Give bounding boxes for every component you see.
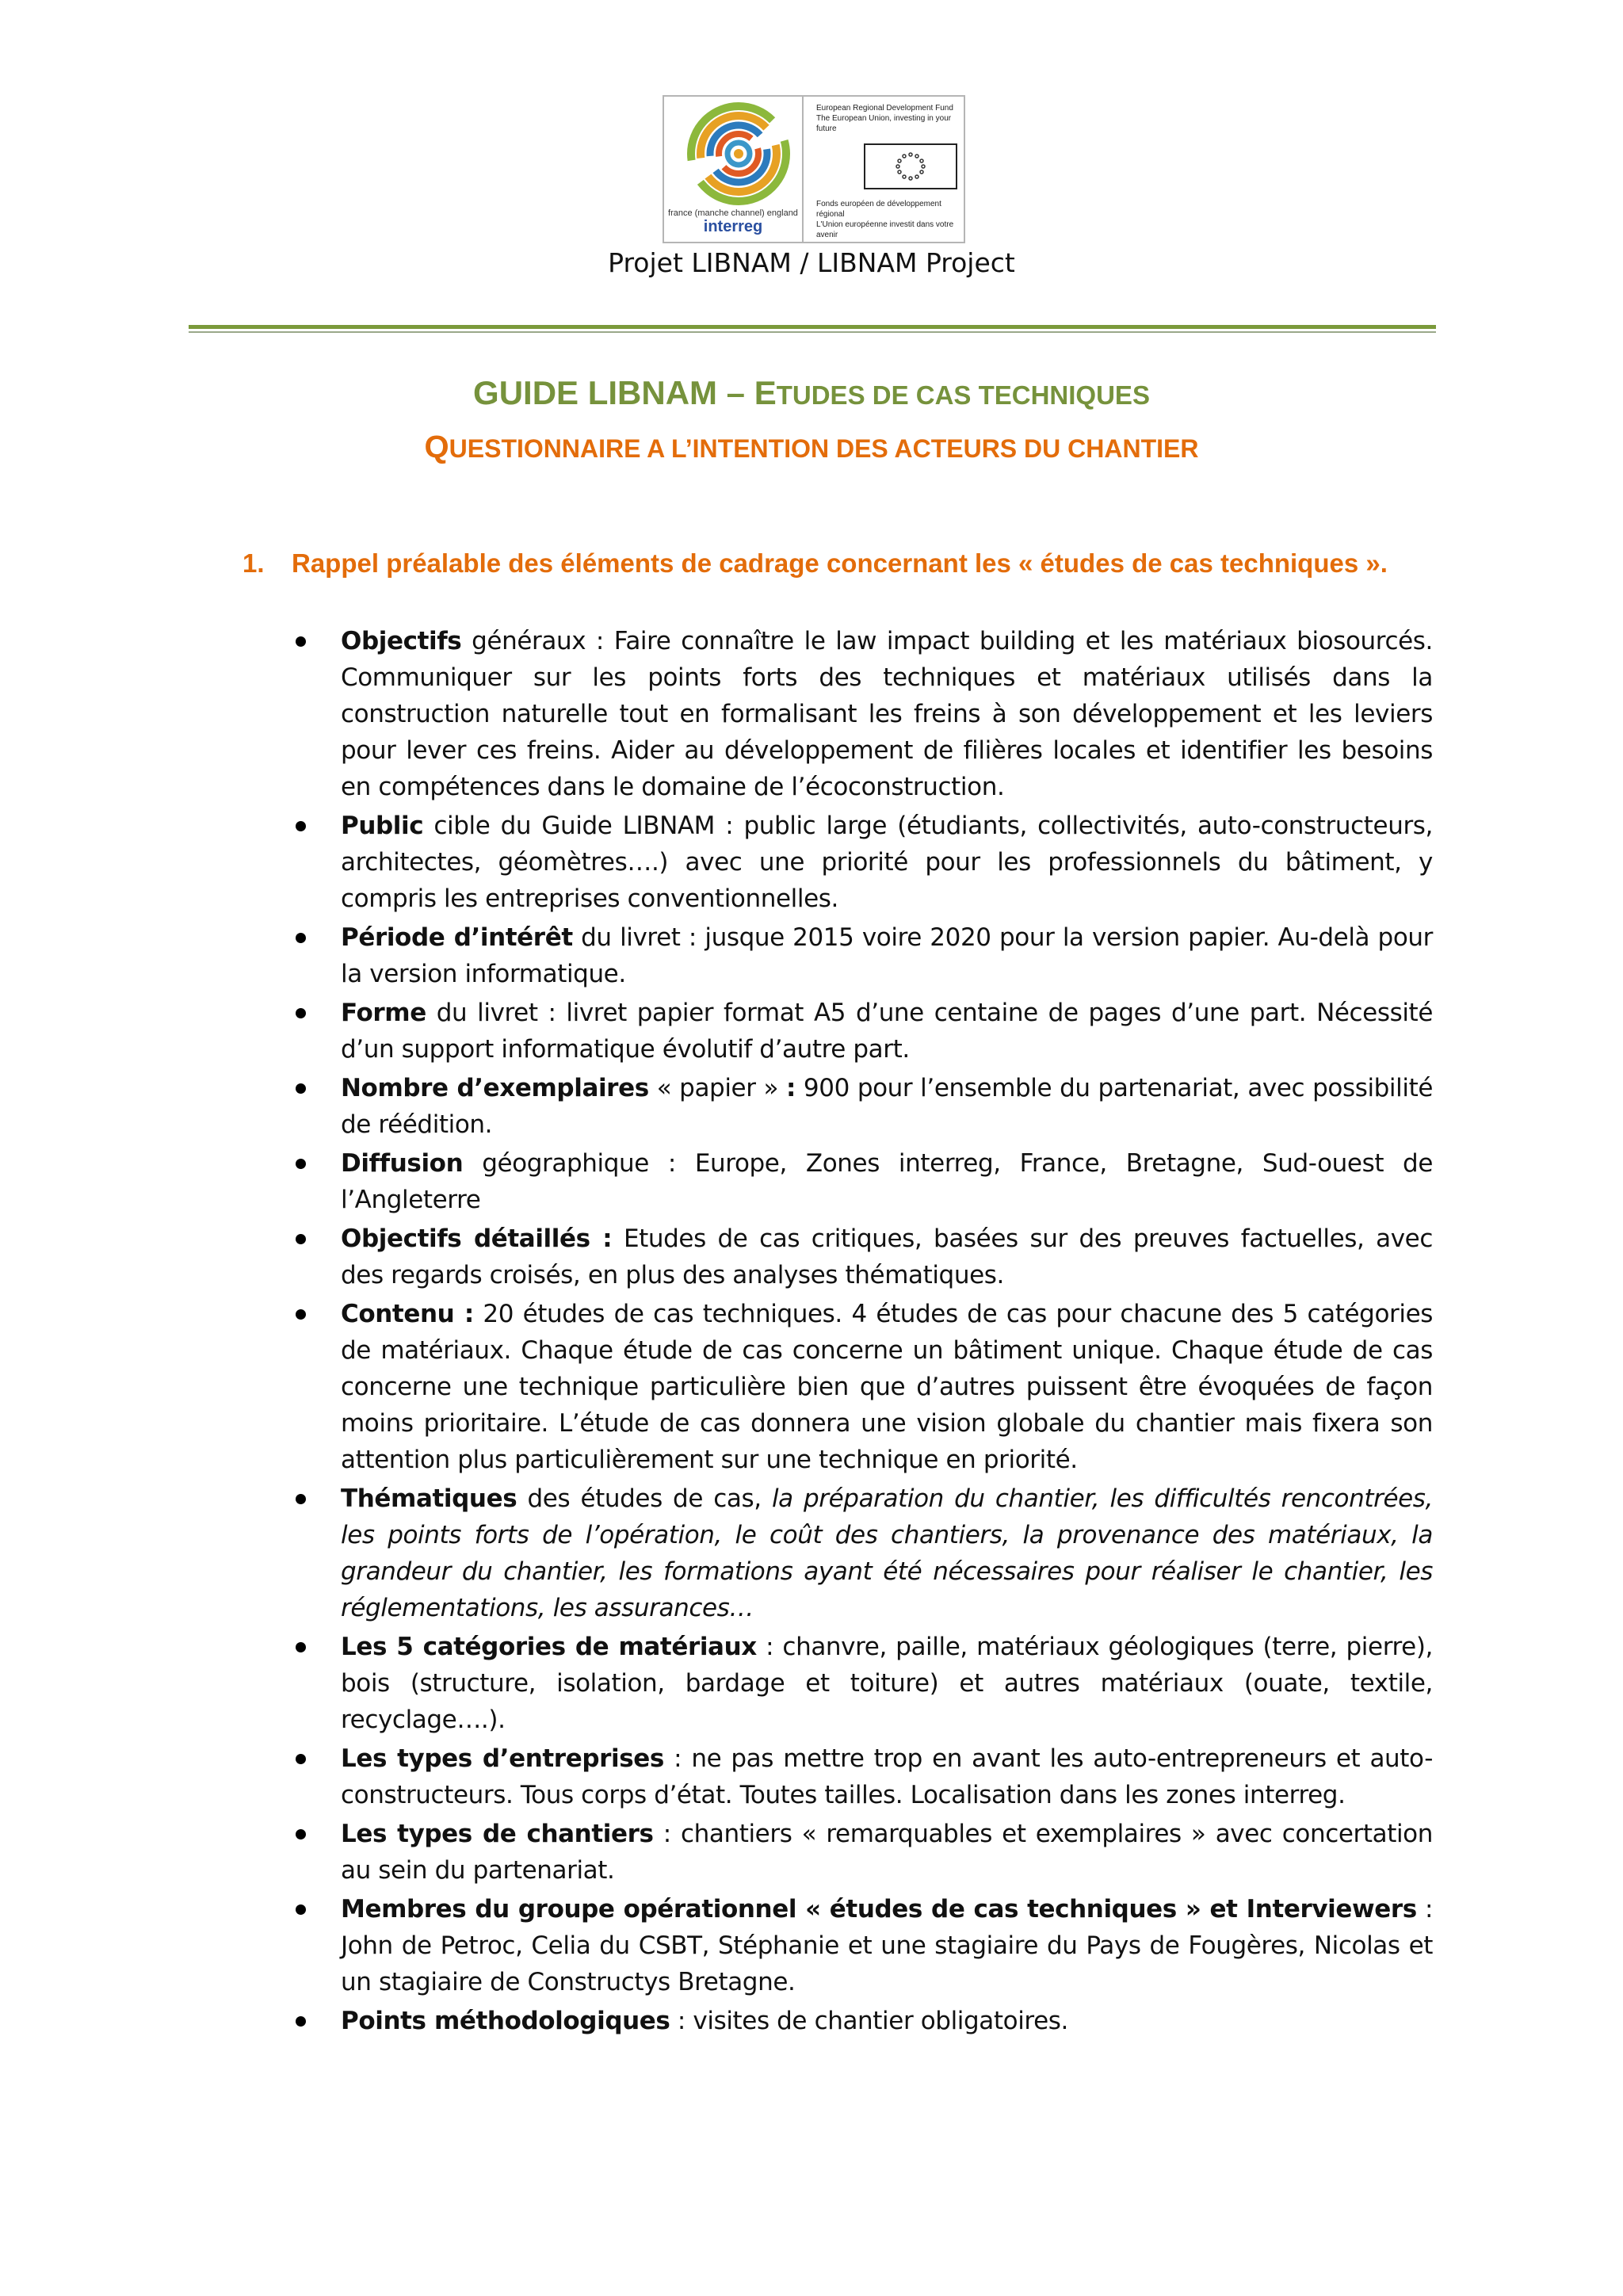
- item-text: : chanvre, paille, matériaux géologiques (terre, pierre), bois (structure, isolation, bardage et toiture) et autres matériaux (ouate, textile, recyclage….).: [341, 1633, 1433, 1734]
- item-label: Points méthodologiques: [341, 2007, 670, 2035]
- eu-line-3: Fonds européen de développement régional: [816, 200, 941, 219]
- list-item: [341, 919, 1433, 992]
- item-text: des études de cas,: [517, 1484, 772, 1513]
- item-text: : chantiers « remarquables et exemplaires » avec concertation au sein du partenariat.: [341, 1820, 1433, 1885]
- bullet-icon: [296, 1008, 306, 1018]
- list-item: [341, 2003, 1433, 2039]
- list-item: [341, 995, 1433, 1068]
- item-label: Thématiques: [341, 1484, 517, 1513]
- bullet-list: [341, 623, 1433, 2042]
- interreg-logo: [664, 97, 804, 242]
- bullet-icon: [296, 2016, 306, 2027]
- item-text: du livret : livret papier format A5 d’une centaine de pages d’une part. Nécessité d’un support informatique évolutif d’autre part.: [341, 999, 1433, 1064]
- eu-line-4: L'Union européenne investit dans votre avenir: [816, 220, 954, 239]
- header-divider: [189, 325, 1436, 329]
- bullet-icon: [296, 1309, 306, 1320]
- bullet-icon: [296, 636, 306, 647]
- eu-logo: [804, 97, 964, 242]
- bullet-icon: [296, 821, 306, 831]
- list-item: [341, 1070, 1433, 1143]
- logo-brand-top: france (manche channel) england: [668, 208, 798, 218]
- list-item: [341, 1891, 1433, 2000]
- eu-line-2: The European Union, investing in your future: [816, 114, 952, 133]
- bullet-icon: [296, 1494, 306, 1504]
- list-item: [341, 1296, 1433, 1478]
- title-line1-part-b: TUDES DE CAS TECHNIQUES: [776, 380, 1150, 410]
- title-line1-part-a: GUIDE LIBNAM – E: [473, 374, 777, 411]
- bullet-icon: [296, 1829, 306, 1839]
- item-label-colon: :: [786, 1074, 796, 1102]
- item-label: Période d’intérêt: [341, 923, 573, 952]
- item-text: « papier »: [648, 1074, 786, 1102]
- section-title: Rappel préalable des éléments de cadrage concernant les « études de cas techniques ».: [292, 548, 1388, 578]
- item-text: cible du Guide LIBNAM : public large (étudiants, collectivités, auto-constructeurs, architectes, géomètres….) avec une priorité pour les professionnels du bâtiment, y compris les entreprises conventionnelles.: [341, 812, 1433, 913]
- item-label: Membres du groupe opérationnel « études de cas techniques » et Interviewers: [341, 1895, 1417, 1924]
- item-label: Forme: [341, 999, 426, 1027]
- item-text-italic: la préparation du chantier, les difficultés rencontrées, les points forts de l’opération, le coût des chantiers, la provenance des matériaux, la grandeur du chantier, les formations ayant été nécessaires pour réaliser le chantier, les réglementations, les assurances…: [341, 1484, 1433, 1622]
- item-text: 20 études de cas techniques. 4 études de cas pour chacune des 5 catégories de matériaux. Chaque étude de cas concerne un bâtiment unique. Chaque étude de cas concerne une technique particulière bien que d’autres puissent être évoquées de façon moins prioritaire. L’étude de cas donnera une vision globale du chantier mais fixera son attention plus particulièrement sur une technique en priorité.: [341, 1300, 1433, 1474]
- item-label: Public: [341, 812, 424, 840]
- item-label: Objectifs: [341, 627, 462, 655]
- interreg-rings-icon: [675, 101, 802, 208]
- title-line2-part-b: UESTIONNAIRE A L’INTENTION DES ACTEURS DU CHANTIER: [449, 434, 1199, 463]
- item-label: Diffusion: [341, 1149, 464, 1178]
- section-number: 1.: [242, 548, 265, 578]
- project-name: Projet LIBNAM / LIBNAM Project: [608, 247, 1015, 278]
- list-item: [341, 1145, 1433, 1218]
- header-logo: [663, 95, 965, 243]
- item-text: Etudes de cas critiques, basées sur des preuves factuelles, avec des regards croisés, en plus des analyses thématiques.: [341, 1224, 1433, 1289]
- item-text: généraux : Faire connaître le law impact building et les matériaux biosourcés. Communiquer sur les points forts des techniques et matériaux utilisés dans la construction naturelle tout en formalisant les freins à son développement et les leviers pour lever ces freins. Aider au développement de filières locales et identifier les besoins en compétences dans le domaine de l’écoconstruction.: [341, 627, 1433, 801]
- item-text: : ne pas mettre trop en avant les auto-entrepreneurs et auto-constructeurs. Tous corps d’état. Toutes tailles. Localisation dans les zones interreg.: [341, 1744, 1433, 1809]
- item-text: du livret : jusque 2015 voire 2020 pour la version papier. Au-delà pour la version informatique.: [341, 923, 1433, 988]
- item-text: : John de Petroc, Celia du CSBT, Stéphanie et une stagiaire du Pays de Fougères, Nicolas et un stagiaire de Constructys Bretagne.: [341, 1895, 1434, 1996]
- eu-flag-icon: [864, 143, 957, 189]
- eu-line-1: European Regional Development Fund: [816, 104, 953, 113]
- bullet-icon: [296, 1754, 306, 1764]
- list-item: [341, 1221, 1433, 1293]
- list-item: [341, 623, 1433, 805]
- list-item: [341, 1740, 1433, 1813]
- list-item: [341, 808, 1433, 917]
- bullet-icon: [296, 1159, 306, 1169]
- list-item: [341, 1816, 1433, 1889]
- item-label: Les 5 catégories de matériaux: [341, 1633, 757, 1661]
- item-label: Les types d’entreprises: [341, 1744, 664, 1773]
- item-label: Nombre d’exemplaires: [341, 1074, 649, 1102]
- bullet-icon: [296, 1904, 306, 1915]
- header-divider-thin: [189, 331, 1436, 333]
- item-label: Les types de chantiers: [341, 1820, 654, 1848]
- bullet-icon: [296, 933, 306, 943]
- item-text-2: 900 pour l’ensemble du partenariat, avec possibilité de réédition.: [341, 1074, 1434, 1139]
- list-item: [341, 1629, 1433, 1738]
- item-label: Contenu :: [341, 1300, 474, 1328]
- eu-text-en: [816, 103, 957, 134]
- item-text: : visites de chantier obligatoires.: [670, 2007, 1068, 2035]
- list-item: [341, 1480, 1433, 1626]
- item-label: Objectifs détaillés :: [341, 1224, 613, 1253]
- title-line2-part-a: Q: [424, 430, 449, 464]
- bullet-icon: [296, 1083, 306, 1094]
- item-text: géographique : Europe, Zones interreg, France, Bretagne, Sud-ouest de l’Angleterre: [341, 1149, 1433, 1214]
- document-title: [0, 374, 1623, 412]
- section-heading: [242, 548, 1388, 579]
- eu-text-fr: [816, 199, 957, 240]
- bullet-icon: [296, 1642, 306, 1652]
- bullet-icon: [296, 1234, 306, 1244]
- logo-brand-main: interreg: [703, 218, 763, 235]
- document-subtitle: [0, 430, 1623, 465]
